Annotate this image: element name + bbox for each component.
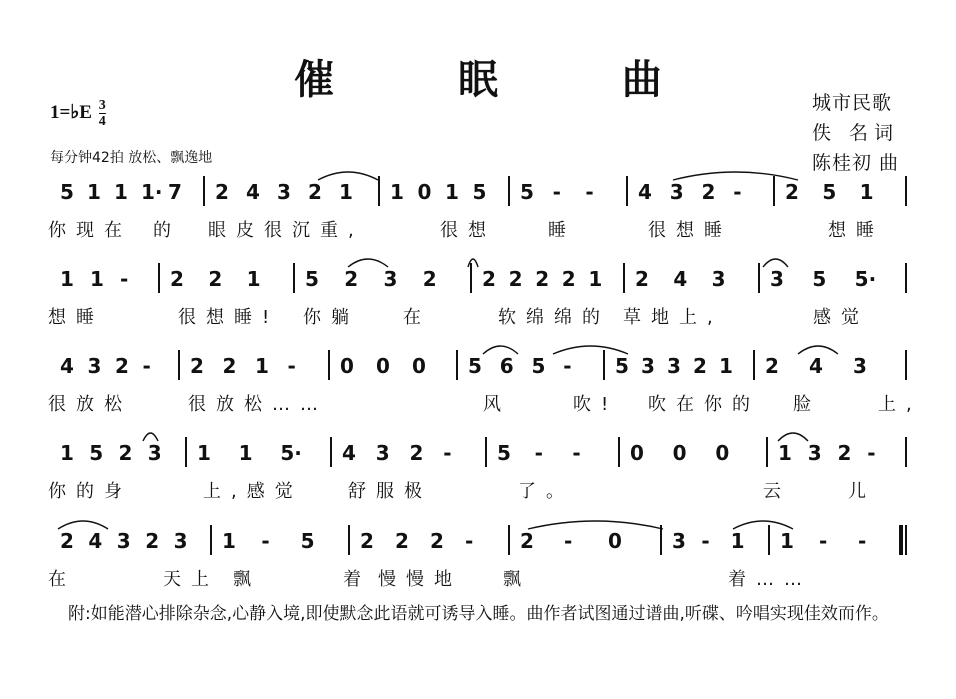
note: 2 — [785, 180, 799, 204]
lyric-word: 吹! — [573, 394, 619, 415]
note: 2 — [115, 354, 129, 378]
notation-line — [48, 178, 910, 208]
note: 3 — [147, 441, 162, 465]
note: 2 — [561, 267, 576, 291]
note: 0 — [412, 354, 426, 378]
note: 5 — [812, 267, 827, 291]
note: 6 — [499, 354, 514, 378]
note: 2 — [701, 180, 716, 204]
note: - — [465, 529, 474, 553]
lyric-word: 的 — [153, 220, 181, 241]
note: 1 — [87, 180, 101, 204]
note: 1 — [222, 529, 236, 553]
note: 1 — [114, 180, 128, 204]
slur-layer — [48, 352, 910, 382]
slur — [763, 259, 788, 267]
score-row — [48, 352, 922, 432]
lyric-word: 飘 — [503, 569, 531, 590]
lyric-word: 风 — [483, 394, 511, 415]
note: - — [443, 441, 452, 465]
note: 5 — [300, 529, 315, 553]
note: 3 — [669, 180, 684, 204]
slur — [528, 521, 663, 529]
note: - — [261, 529, 270, 553]
lyric-word: 脸 — [793, 394, 821, 415]
note: 2 — [482, 267, 496, 291]
slur-layer — [48, 439, 910, 469]
note: 3 — [807, 441, 822, 465]
note: 2 — [360, 529, 374, 553]
note: 5· — [280, 441, 302, 465]
note: 1 — [60, 267, 74, 291]
time-signature — [99, 98, 106, 129]
note: 4 — [342, 441, 356, 465]
note: 3 — [116, 529, 131, 553]
notation-line — [48, 439, 910, 469]
note: 3 — [383, 267, 398, 291]
lyric-word: 舒服极 — [348, 481, 432, 502]
note: 5 — [60, 180, 74, 204]
note: 3 — [87, 354, 102, 378]
note: 2 — [508, 267, 523, 291]
note: 5 — [468, 354, 482, 378]
note: 2 — [222, 354, 237, 378]
slur-layer — [48, 265, 910, 295]
note: 0 — [417, 180, 432, 204]
note: - — [534, 441, 543, 465]
note: 4 — [60, 354, 74, 378]
note: 0 — [608, 529, 622, 553]
lyrics-line — [48, 216, 910, 244]
note: 0 — [376, 354, 390, 378]
note: 2 — [190, 354, 204, 378]
lyrics-line — [48, 303, 910, 331]
note: 2 — [395, 529, 409, 553]
note: 5 — [305, 267, 319, 291]
lyrics-line — [48, 565, 910, 593]
lyric-word: 在 — [48, 569, 76, 590]
lyric-word: 云 — [763, 481, 791, 502]
score-row — [48, 265, 910, 345]
time-signature-bottom: 4 — [98, 114, 106, 129]
lyric-word: 慢慢地 — [378, 569, 462, 590]
note: 2 — [215, 180, 229, 204]
slur — [673, 172, 798, 180]
note: - — [819, 529, 828, 553]
note: 1 — [730, 529, 745, 553]
lyric-word: 想睡 — [48, 307, 104, 328]
note: - — [287, 354, 296, 378]
notation-line — [48, 265, 910, 295]
note: 5 — [89, 441, 104, 465]
note: 0 — [672, 441, 687, 465]
note: - — [867, 441, 876, 465]
note: 3 — [853, 354, 867, 378]
footnote: 附:如能潜心排除杂念,心静入境,即使默念此语就可诱导入睡。曲作者试图通过谱曲,听碟、吟唱实现佳效而作。 — [68, 604, 889, 624]
lyric-word: 很放松 — [48, 394, 132, 415]
slur — [733, 521, 793, 529]
key-signature — [50, 98, 106, 129]
note: - — [585, 180, 594, 204]
lyric-word: 草地上, — [623, 307, 723, 328]
note: 3 — [667, 354, 681, 378]
credit-lyricist: 佚 名词 — [812, 122, 900, 144]
notation-line — [48, 527, 910, 557]
score-row — [48, 178, 910, 258]
note: 2 — [409, 441, 424, 465]
note: - — [120, 267, 129, 291]
lyric-word: 飘 — [233, 569, 261, 590]
lyric-word: 很想睡 — [648, 220, 732, 241]
note: 0 — [715, 441, 730, 465]
note: 2 — [635, 267, 649, 291]
lyric-word: 儿 — [848, 481, 876, 502]
note: 1 — [778, 441, 792, 465]
note: 1 — [255, 354, 269, 378]
lyric-word: 感觉 — [813, 307, 869, 328]
lyric-word: 软绵绵的 — [498, 307, 610, 328]
note: 1 — [197, 441, 211, 465]
lyric-word: 很放松…… — [188, 394, 328, 415]
note: 0 — [340, 354, 354, 378]
note: 3 — [173, 529, 188, 553]
slur — [348, 259, 388, 267]
note: 4 — [809, 354, 823, 378]
lyric-word: 很想睡! — [178, 307, 280, 328]
note: - — [564, 529, 573, 553]
note: 5 — [615, 354, 629, 378]
note: - — [701, 529, 710, 553]
note: 7 — [168, 180, 182, 204]
note: 1 — [339, 180, 353, 204]
note: - — [552, 180, 561, 204]
slur-layer — [48, 527, 910, 557]
lyrics-line — [48, 390, 922, 418]
note: 2 — [765, 354, 779, 378]
note: 2 — [170, 267, 184, 291]
slur — [798, 346, 838, 354]
note: 1 — [445, 180, 459, 204]
note: - — [142, 354, 151, 378]
note: 4 — [246, 180, 260, 204]
lyric-word: 上,感觉 — [203, 481, 303, 502]
note: 2 — [208, 267, 223, 291]
note: 5 — [520, 180, 534, 204]
note: 2 — [118, 441, 133, 465]
note: 2 — [344, 267, 359, 291]
note: 1 — [390, 180, 404, 204]
note: 2 — [145, 529, 160, 553]
note: 1 — [859, 180, 874, 204]
note: 0 — [630, 441, 644, 465]
note: 1· — [141, 180, 163, 204]
time-signature-top: 3 — [98, 98, 106, 113]
tempo-marking: 每分钟42拍 放松、飘逸地 — [50, 150, 213, 166]
note: 3 — [277, 180, 291, 204]
note: 2 — [60, 529, 74, 553]
lyric-word: 睡 — [548, 220, 576, 241]
lyric-word: 你躺 — [303, 307, 359, 328]
slur — [318, 172, 378, 180]
score-row — [48, 527, 910, 607]
note: 2 — [693, 354, 707, 378]
note: - — [858, 529, 867, 553]
note: 3 — [375, 441, 390, 465]
note: - — [733, 180, 742, 204]
note: 1 — [588, 267, 603, 291]
lyric-word: 着…… — [728, 569, 812, 590]
lyric-word: 你的身 — [48, 481, 132, 502]
note: - — [563, 354, 572, 378]
note: 1 — [238, 441, 253, 465]
note: 3 — [672, 529, 686, 553]
lyric-word: 眼皮很沉重, — [208, 220, 364, 241]
note: 2 — [422, 267, 437, 291]
lyric-word: 天上 — [163, 569, 219, 590]
note: - — [572, 441, 581, 465]
note: 2 — [837, 441, 852, 465]
slur-layer — [48, 178, 910, 208]
note: 3 — [711, 267, 726, 291]
lyric-word: 在 — [403, 307, 431, 328]
credit-composer: 陈桂初 曲 — [812, 152, 900, 174]
note: 4 — [88, 529, 103, 553]
slur — [553, 346, 628, 354]
note: 2 — [535, 267, 550, 291]
slur — [778, 433, 808, 441]
note: 5 — [497, 441, 511, 465]
note: 1 — [246, 267, 261, 291]
note: 1 — [90, 267, 104, 291]
note: 5 — [531, 354, 546, 378]
note: 5 — [822, 180, 837, 204]
note: 4 — [638, 180, 652, 204]
note: 3 — [641, 354, 655, 378]
slur — [483, 346, 518, 354]
note: 1 — [60, 441, 74, 465]
slur — [143, 433, 158, 441]
lyric-word: 了。 — [518, 481, 574, 502]
lyric-word: 吹在你的 — [648, 394, 760, 415]
note: 3 — [770, 267, 784, 291]
note: 2 — [520, 529, 534, 553]
lyric-word: 着 — [343, 569, 371, 590]
note: 2 — [430, 529, 444, 553]
note: 1 — [780, 529, 794, 553]
notation-line — [48, 352, 910, 382]
song-title: 催 眠 曲 — [294, 56, 717, 103]
lyrics-line — [48, 477, 910, 505]
credit-lyrics-source: 城市民歌 — [812, 92, 893, 114]
lyric-word: 上, — [878, 394, 922, 415]
note: 4 — [673, 267, 688, 291]
note: 2 — [308, 180, 322, 204]
note: 5· — [854, 267, 877, 291]
lyric-word: 想睡 — [828, 220, 884, 241]
key-label: 1=♭E — [50, 101, 92, 123]
note: 1 — [719, 354, 733, 378]
slur — [468, 259, 478, 267]
lyric-word: 很想 — [440, 220, 496, 241]
note: 5 — [472, 180, 487, 204]
score-row — [48, 439, 910, 519]
slur — [58, 521, 108, 529]
lyric-word: 你现在 — [48, 220, 132, 241]
